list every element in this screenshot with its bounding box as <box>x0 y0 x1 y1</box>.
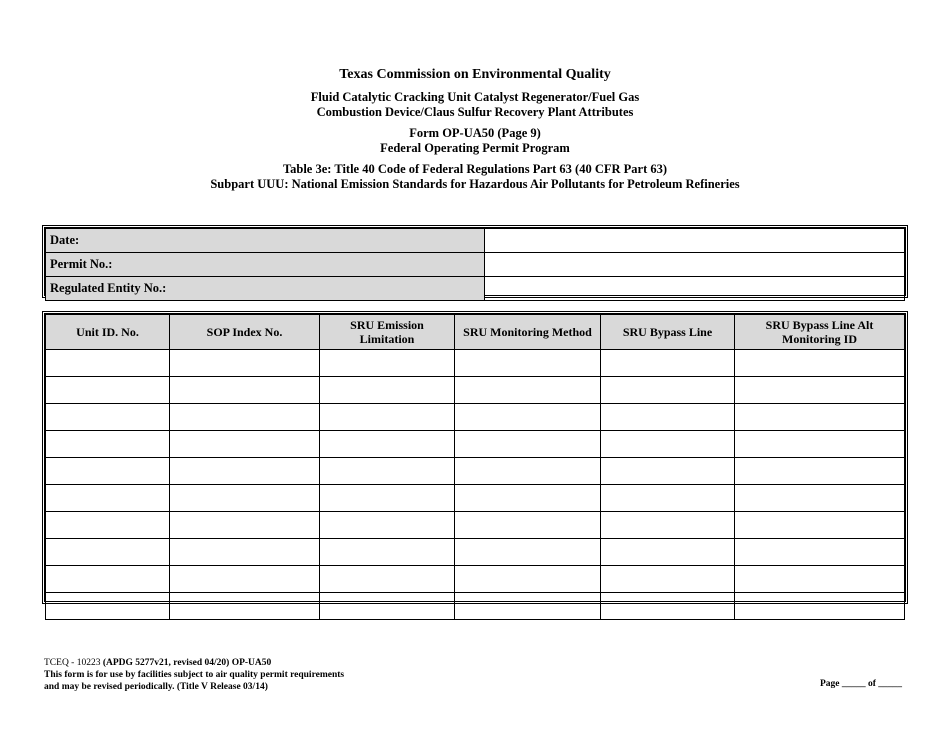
table-cell[interactable] <box>601 350 735 377</box>
table-cell[interactable] <box>455 458 601 485</box>
table-cell[interactable] <box>735 431 905 458</box>
identification-box <box>42 225 908 298</box>
table-cell[interactable] <box>601 458 735 485</box>
table-cell[interactable] <box>601 431 735 458</box>
permit-number-field[interactable] <box>485 253 905 277</box>
table-cell[interactable] <box>320 350 455 377</box>
table-cell[interactable] <box>320 593 455 620</box>
table-row <box>46 458 905 485</box>
table-cell[interactable] <box>455 404 601 431</box>
table-cell[interactable] <box>46 431 170 458</box>
table-cell[interactable] <box>601 566 735 593</box>
table-cell[interactable] <box>320 431 455 458</box>
footer-notice-line2: and may be revised periodically. (Title V Release 03/14) <box>44 682 268 692</box>
table-row <box>46 431 905 458</box>
table-cell[interactable] <box>320 539 455 566</box>
table-cell[interactable] <box>46 350 170 377</box>
form-title-line2: Combustion Device/Claus Sulfur Recovery Plant Attributes <box>316 105 634 119</box>
table-cell[interactable] <box>455 539 601 566</box>
form-footer <box>44 657 344 693</box>
date-field[interactable] <box>485 229 905 253</box>
table-cell[interactable] <box>455 593 601 620</box>
table-cell[interactable] <box>601 593 735 620</box>
form-title-line1: Fluid Catalytic Cracking Unit Catalyst Regenerator/Fuel Gas <box>310 90 640 104</box>
agency-name: Texas Commission on Environmental Quality <box>339 67 611 82</box>
table-cell[interactable] <box>46 593 170 620</box>
table-cell[interactable] <box>455 377 601 404</box>
form-header <box>0 66 950 192</box>
footer-notice-line1: This form is for use by facilities subject to air quality permit requirements <box>44 670 345 680</box>
col-unit-id: Unit ID. No. <box>46 315 170 350</box>
table-row <box>46 377 905 404</box>
table-row <box>46 485 905 512</box>
table-row <box>46 539 905 566</box>
table-cell[interactable] <box>455 485 601 512</box>
table-cell[interactable] <box>601 512 735 539</box>
table-cell[interactable] <box>46 404 170 431</box>
table-cell[interactable] <box>170 512 320 539</box>
table-cell[interactable] <box>735 458 905 485</box>
table-cell[interactable] <box>735 539 905 566</box>
col-sru-monitoring-method: SRU Monitoring Method <box>455 315 601 350</box>
table-row <box>46 566 905 593</box>
page-number: Page _____ of _____ <box>819 679 902 689</box>
table-cell[interactable] <box>735 593 905 620</box>
table-cell[interactable] <box>46 458 170 485</box>
table-cell[interactable] <box>170 593 320 620</box>
table-cell[interactable] <box>455 350 601 377</box>
table-cell[interactable] <box>735 566 905 593</box>
col-sru-bypass-line: SRU Bypass Line <box>601 315 735 350</box>
form-revision: (APDG 5277v21, revised 04/20) OP-UA50 <box>102 658 272 668</box>
table-cell[interactable] <box>320 566 455 593</box>
table-cell[interactable] <box>170 404 320 431</box>
table-row <box>46 593 905 620</box>
table-cell[interactable] <box>601 485 735 512</box>
table-cell[interactable] <box>601 404 735 431</box>
table-cell[interactable] <box>601 539 735 566</box>
table-cell[interactable] <box>320 485 455 512</box>
table-cell[interactable] <box>320 404 455 431</box>
table-cell[interactable] <box>170 566 320 593</box>
col-sru-bypass-alt-monitoring-id: SRU Bypass Line Alt Monitoring ID <box>735 315 905 350</box>
table-cell[interactable] <box>601 377 735 404</box>
table-cell[interactable] <box>170 458 320 485</box>
table-cell[interactable] <box>735 512 905 539</box>
table-cell[interactable] <box>320 377 455 404</box>
table-cell[interactable] <box>320 512 455 539</box>
table-cell[interactable] <box>46 485 170 512</box>
table-title-line2: Subpart UUU: National Emission Standards for Hazardous Air Pollutants for Petroleum Refineries <box>210 177 740 191</box>
table-cell[interactable] <box>46 539 170 566</box>
tceq-form-id: TCEQ - 10223 <box>44 658 103 668</box>
table-row <box>46 404 905 431</box>
table-title-line1: Table 3e: Title 40 Code of Federal Regulations Part 63 (40 CFR Part 63) <box>282 162 668 176</box>
regulated-entity-label: Regulated Entity No.: <box>46 277 485 301</box>
table-cell[interactable] <box>320 458 455 485</box>
attributes-table <box>42 311 908 604</box>
col-sop-index: SOP Index No. <box>170 315 320 350</box>
table-cell[interactable] <box>46 512 170 539</box>
program-name: Federal Operating Permit Program <box>380 141 570 155</box>
table-cell[interactable] <box>455 431 601 458</box>
table-cell[interactable] <box>170 539 320 566</box>
table-cell[interactable] <box>170 350 320 377</box>
table-cell[interactable] <box>735 377 905 404</box>
permit-number-label: Permit No.: <box>46 253 485 277</box>
table-row <box>46 350 905 377</box>
table-cell[interactable] <box>455 512 601 539</box>
table-header-row <box>46 315 905 350</box>
table-cell[interactable] <box>170 485 320 512</box>
table-cell[interactable] <box>735 485 905 512</box>
table-cell[interactable] <box>170 377 320 404</box>
table-cell[interactable] <box>455 566 601 593</box>
table-cell[interactable] <box>735 350 905 377</box>
table-cell[interactable] <box>170 431 320 458</box>
table-cell[interactable] <box>735 404 905 431</box>
date-label: Date: <box>46 229 485 253</box>
table-cell[interactable] <box>46 377 170 404</box>
regulated-entity-field[interactable] <box>485 277 905 301</box>
form-number: Form OP-UA50 (Page 9) <box>409 126 541 140</box>
table-cell[interactable] <box>46 566 170 593</box>
table-row <box>46 512 905 539</box>
col-sru-emission-limitation: SRU Emission Limitation <box>320 315 455 350</box>
